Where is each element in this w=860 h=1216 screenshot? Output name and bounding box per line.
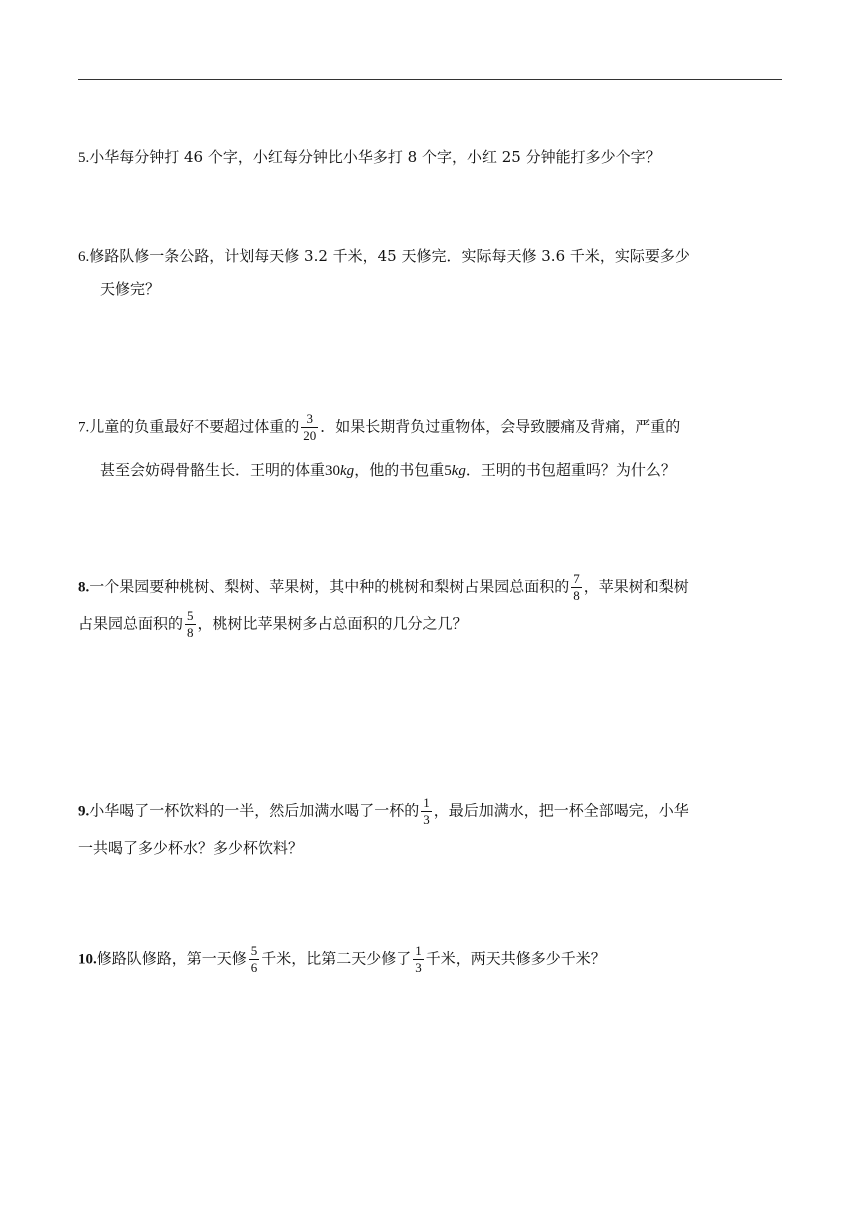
question-8 xyxy=(78,572,782,640)
question-number: 7. xyxy=(78,419,90,436)
question-text: ．王明的书包超重吗？为什么？ xyxy=(465,461,676,479)
fraction xyxy=(185,609,196,640)
fraction-numerator: 5 xyxy=(250,943,258,958)
question-text: 一共喝了多少杯水？多少杯饮料？ xyxy=(78,839,304,857)
bag-number: 5 xyxy=(444,463,452,479)
fraction-numerator: 5 xyxy=(187,608,194,623)
fraction xyxy=(413,944,424,975)
fraction xyxy=(571,572,582,603)
question-text: 占果园总面积的 xyxy=(78,614,184,633)
fraction-numerator: 1 xyxy=(423,795,430,810)
question-text: 甚至会妨碍骨骼生长．王明的体重 xyxy=(100,461,326,479)
fraction-numerator: 7 xyxy=(573,571,580,586)
fraction-denominator: 8 xyxy=(187,625,194,640)
question-number: 9. xyxy=(78,803,90,820)
question-text: 小华每分钟打 46 个字，小红每分钟比小华多打 8 个字，小红 25 分钟能打多少个字？ xyxy=(89,148,661,166)
question-5 xyxy=(78,146,782,169)
question-text: ．如果长期背负过重物体，会导致腰痛及背痛，严重的 xyxy=(320,417,681,436)
fraction-denominator: 3 xyxy=(423,812,430,827)
question-6 xyxy=(78,245,782,300)
fraction-numerator: 3 xyxy=(306,411,314,426)
fraction-denominator: 8 xyxy=(573,588,580,603)
question-text: ，最后加满水，把一杯全部喝完，小华 xyxy=(433,801,689,820)
question-number: 10. xyxy=(78,951,97,968)
question-number: 8. xyxy=(78,579,90,596)
fraction-denominator: 20 xyxy=(303,428,317,443)
question-9 xyxy=(78,796,782,859)
question-number: 6. xyxy=(78,249,90,265)
weight-value xyxy=(325,463,354,479)
question-text: 千米，比第二天少修了 xyxy=(261,949,412,968)
fraction-denominator: 6 xyxy=(250,960,258,975)
fraction xyxy=(301,412,318,443)
fraction xyxy=(421,796,432,827)
question-7 xyxy=(78,412,782,482)
question-text-continued: 天修完？ xyxy=(100,280,161,298)
question-text: ，苹果树和梨树 xyxy=(583,577,689,596)
question-text: ，桃树比苹果树多占总面积的几分之几？ xyxy=(197,614,468,633)
question-text: 儿童的负重最好不要超过体重的 xyxy=(89,417,300,436)
question-10 xyxy=(78,944,782,975)
fraction-denominator: 3 xyxy=(415,960,422,975)
question-number: 5. xyxy=(78,150,90,166)
bag-unit: kg xyxy=(451,463,466,479)
question-text: ，他的书包重 xyxy=(354,461,445,479)
fraction xyxy=(249,944,260,975)
bag-weight-value xyxy=(444,463,466,479)
weight-unit: kg xyxy=(340,463,355,479)
question-text: 小华喝了一杯饮料的一半，然后加满水喝了一杯的 xyxy=(89,801,420,820)
question-text: 修路队修路，第一天修 xyxy=(96,949,247,968)
question-text: 千米，两天共修多少千米？ xyxy=(425,949,606,968)
fraction-numerator: 1 xyxy=(415,943,422,958)
header-rule xyxy=(78,79,782,80)
question-text: 一个果园要种桃树、梨树、苹果树，其中种的桃树和梨树占果园总面积的 xyxy=(89,577,570,596)
question-text: 修路队修一条公路，计划每天修 3.2 千米，45 天修完．实际每天修 3.6 千米，实际要多少 xyxy=(89,247,690,265)
weight-number: 30 xyxy=(325,463,341,479)
